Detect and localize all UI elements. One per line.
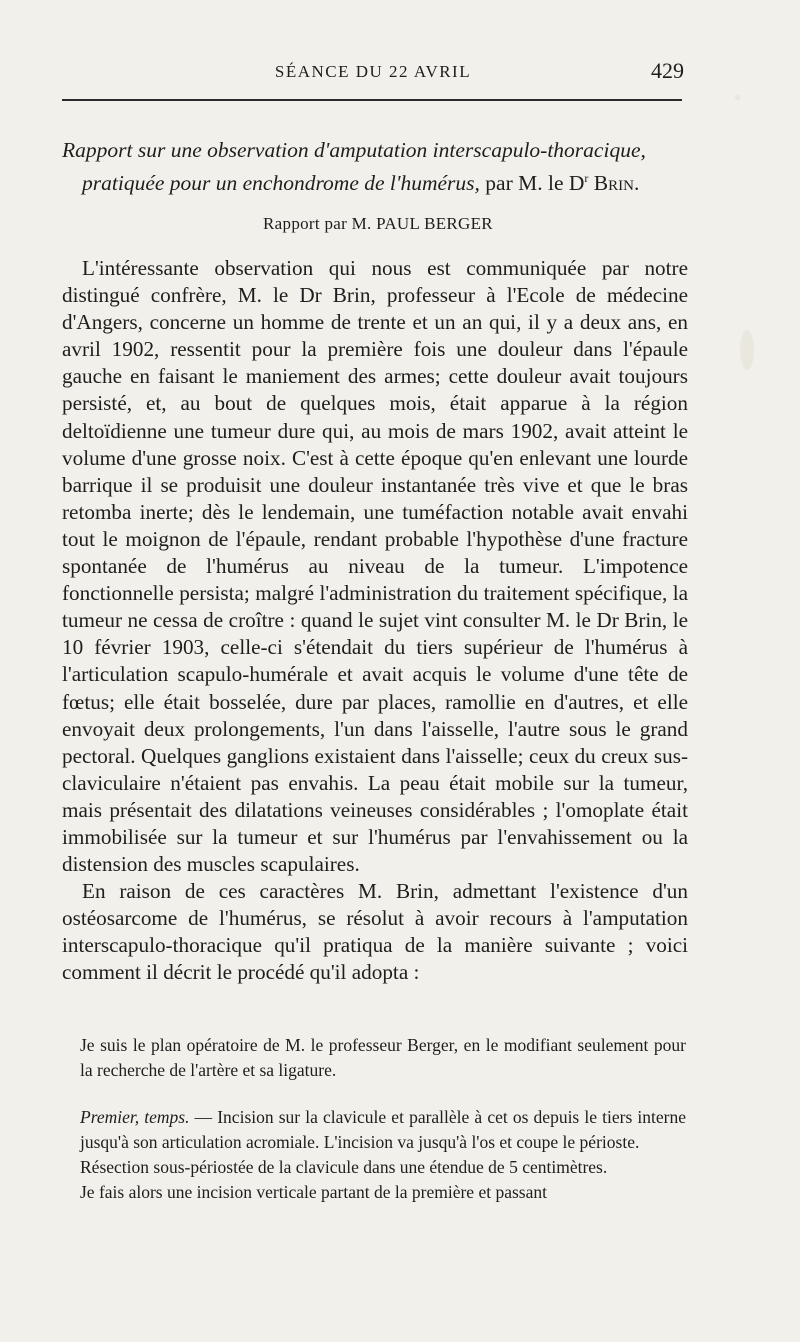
title-line-2 — [62, 164, 688, 197]
step-label: Premier, temps. — [80, 1107, 190, 1127]
quote-paragraph-3: Résection sous-périostée de la clavicule dans une étendue de 5 centimètres. — [80, 1157, 608, 1177]
body-text — [62, 255, 688, 987]
article-title — [62, 136, 688, 197]
byline: Rapport par M. PAUL BERGER — [263, 214, 493, 233]
title-line-1: Rapport sur une observation d'amputation interscapulo-thoracique, — [62, 138, 646, 162]
title-by-sup: r — [584, 171, 589, 185]
body-paragraph-2: En raison de ces caractères M. Brin, admettant l'existence d'un ostéosarcome de l'humérus, se résolut à avoir recours à l'amputation interscapulo-thoracique qu'il pratiqua de la manière suivante ; voici comment il décrit le procédé qu'il adopta : — [62, 879, 688, 985]
page-number: 429 — [651, 58, 684, 83]
title-italic-2: pratiquée pour un enchondrome de l'humérus, — [82, 171, 480, 196]
quote-paragraph-1: Je suis le plan opératoire de M. le professeur Berger, en le modifiant seulement pour la recherche de l'artère et sa ligature. — [80, 1035, 686, 1080]
paper-speck — [735, 95, 740, 100]
quote-paragraph-4: Je fais alors une incision verticale partant de la première et passant — [80, 1182, 547, 1202]
header-rule — [62, 99, 682, 101]
quote-step-1 — [80, 1105, 686, 1155]
body-paragraph-1: L'intéressante observation qui nous est communiquée par notre distingué confrère, M. le Dr Brin, professeur à l'Ecole de médecine d'Angers, concerne un homme de trente et un an qui, il y a deux ans, en avril 1902, ressentit pour la première fois une douleur dans l'épaule gauche en faisant le maniement des armes; cette douleur avait toujours persisté, et, au bout de quelques mois, était apparue à la région deltoïdienne une tumeur dure qui, au mois de mars 1902, avait atteint le volume d'une grosse noix. C'est à cette époque qu'en enlevant une lourde barrique il se produisit une douleur instantanée très vive et que le bras retomba inerte; dès le lendemain, une tuméfaction notable avait envahi tout le moignon de l'épaule, rendant probable l'hypothèse d'une fracture spontanée de l'humérus au niveau de la tumeur. L'impotence fonctionnelle persista; malgré l'administration du traitement spécifique, la tumeur ne cessa de croître : quand le sujet vint consulter M. le Dr Brin, le 10 février 1903, celle-ci s'étendait du tiers supérieur de l'humérus à l'articulation scapulo-humérale et avait acquis le volume d'une tête de fœtus; elle était bosselée, dure par places, ramollie en d'autres, et elle envoyait deux prolongements, l'un dans l'aisselle, l'autre sous le grand pectoral. Quelques ganglions existaient dans l'aisselle; ceux du creux sus-claviculaire n'étaient pas envahis. La peau était mobile sur la tumeur, mais présentait des dilatations veineuses considérables ; l'omoplate était immobilisée sur la tumeur et sur l'humérus par l'envahissement ou la distension des muscles scapulaires. — [62, 256, 688, 877]
title-author: Brin. — [588, 171, 640, 196]
quoted-procedure — [80, 1033, 686, 1205]
title-by: par M. le D — [479, 171, 585, 196]
paper-stain — [740, 330, 754, 370]
running-title: SÉANCE DU 22 AVRIL — [274, 62, 472, 81]
step-text: — Incision sur la clavicule et parallèle à cet os depuis le tiers interne jusqu'à son articulation acromiale. L'incision va jusqu'à l'os et coupe le périoste. — [80, 1107, 686, 1152]
running-head — [62, 58, 684, 88]
